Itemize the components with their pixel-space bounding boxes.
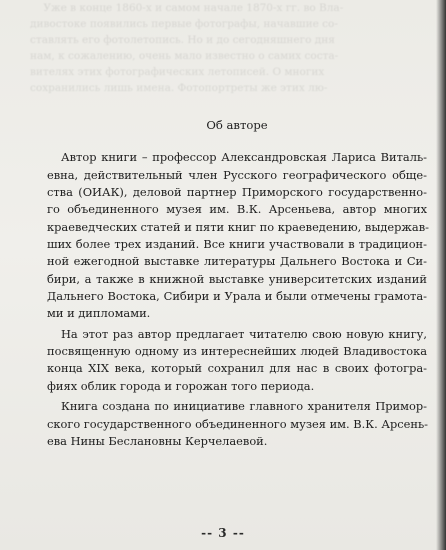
text-line: конца XIX века, который сохранил для нас в своих фотогра- xyxy=(47,361,427,376)
text-line: ева Нины Беслановны Керчелаевой. xyxy=(47,433,268,448)
text-line: ства (ОИАК), деловой партнер Приморского государственно- xyxy=(47,185,427,200)
text-line: фиях облик города и горожан того периода. xyxy=(47,378,315,393)
paragraph-new-book xyxy=(47,326,427,395)
text-line: ших более трех изданий. Все книги участвовали в традицион- xyxy=(47,237,427,252)
text-line: Автор книги – профессор Александровская Лариса Виталь- xyxy=(61,150,427,165)
text-line: го объединенного музея им. В.К. Арсеньева, автор многих xyxy=(47,202,427,217)
text-line: краеведческих статей и пяти книг по краеведению, выдержав- xyxy=(47,219,429,234)
page-number: -- 3 -- xyxy=(201,526,245,540)
text-line: ского государственного объединенного музея им. В.К. Арсень- xyxy=(47,416,429,431)
text-line: ми и дипломами. xyxy=(47,306,151,321)
page-edge-shadow xyxy=(436,0,446,550)
text-line: На этот раз автор предлагает читателю свою новую книгу, xyxy=(61,326,427,341)
text-line: евна, действительный член Русского географического обще- xyxy=(47,167,427,182)
main-text xyxy=(47,117,427,453)
paragraph-author-bio xyxy=(47,149,427,322)
show-through-text: Уже в конце 1860-х и самом начале 1870-х гг. во Вла- дивостоке появились первые фотографы, начавшие со- ставлять его фотолетопись. Но и до сегодняшнего дня нам, к сожалению, очень мало известно о самих соста- вителях этих фотографических летописей. О многих сохранились лишь имена. Фотопортреты же этих лю- xyxy=(30,2,344,94)
text-line: Книга создана по инициативе главного хранителя Примор- xyxy=(61,399,427,414)
page-title: Об авторе xyxy=(206,118,268,132)
text-line: бири, а также в книжной выставке университетских изданий xyxy=(47,271,427,286)
text-line: ной ежегодной выставке литературы Дальнего Востока и Си- xyxy=(47,254,427,269)
paragraph-initiative xyxy=(47,398,427,450)
text-line: посвященную одному из интереснейших людей Владивостока xyxy=(47,344,427,359)
text-line: Дальнего Востока, Сибири и Урала и были отмечены грамота- xyxy=(47,289,427,304)
